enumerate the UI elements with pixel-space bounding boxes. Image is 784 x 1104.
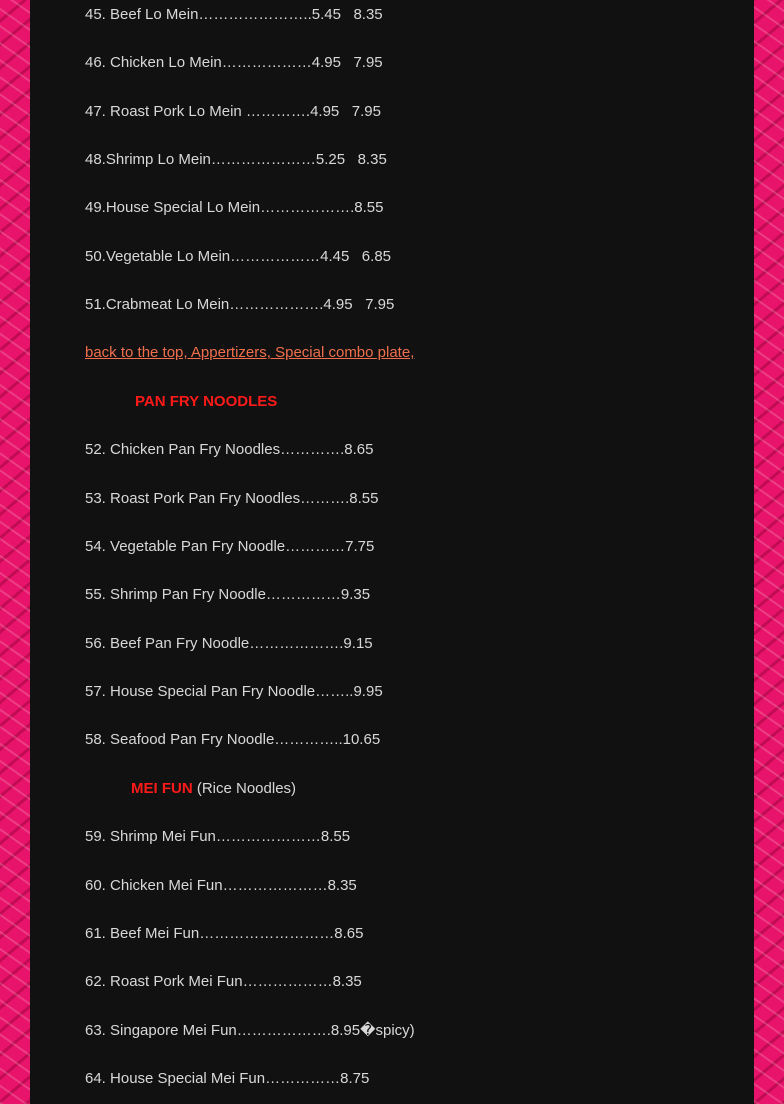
menu-item-58: 58. Seafood Pan Fry Noodle…………..10.65 <box>85 731 381 748</box>
menu-item-54: 54. Vegetable Pan Fry Noodle…………7.75 <box>85 538 375 555</box>
menu-item-62: 62. Roast Pork Mei Fun………………8.35 <box>85 973 362 990</box>
section-heading-mei-fun <box>131 779 296 799</box>
menu-item-61: 61. Beef Mei Fun………………………8.65 <box>85 925 364 942</box>
menu-item-56: 56. Beef Pan Fry Noodle……………….9.15 <box>85 635 373 652</box>
mei-fun-title: MEI FUN <box>131 780 193 797</box>
section-heading-pan-fry: PAN FRY NOODLES <box>135 393 278 410</box>
menu-item-55: 55. Shrimp Pan Fry Noodle……………9.35 <box>85 586 371 603</box>
menu-item-46: 46. Chicken Lo Mein………………4.95 7.95 <box>85 54 383 71</box>
menu-item-45: 45. Beef Lo Mein…………………..5.45 8.35 <box>85 6 383 23</box>
menu-item-57: 57. House Special Pan Fry Noodle……..9.95 <box>85 683 383 700</box>
menu-item-51: 51.Crabmeat Lo Mein……………….4.95 7.95 <box>85 296 395 313</box>
menu-item-59: 59. Shrimp Mei Fun…………………8.55 <box>85 828 351 845</box>
menu-item-64: 64. House Special Mei Fun……………8.75 <box>85 1070 370 1087</box>
menu-item-47: 47. Roast Pork Lo Mein ………….4.95 7.95 <box>85 103 381 120</box>
menu-item-48: 48.Shrimp Lo Mein…………………5.25 8.35 <box>85 151 387 168</box>
menu-item-50: 50.Vegetable Lo Mein………………4.45 6.85 <box>85 248 392 265</box>
content-panel <box>30 0 754 1104</box>
menu-item-52: 52. Chicken Pan Fry Noodles………….8.65 <box>85 441 374 458</box>
nav-link[interactable]: back to the top, Appertizers, Special combo plate, <box>85 344 415 361</box>
menu-item-60: 60. Chicken Mei Fun…………………8.35 <box>85 877 357 894</box>
mei-fun-subtitle: (Rice Noodles) <box>192 780 297 797</box>
menu-item-63: 63. Singapore Mei Fun……………….8.95�spicy) <box>85 1022 415 1039</box>
menu-item-49: 49.House Special Lo Mein……………….8.55 <box>85 199 384 216</box>
menu-item-53: 53. Roast Pork Pan Fry Noodles……….8.55 <box>85 490 379 507</box>
